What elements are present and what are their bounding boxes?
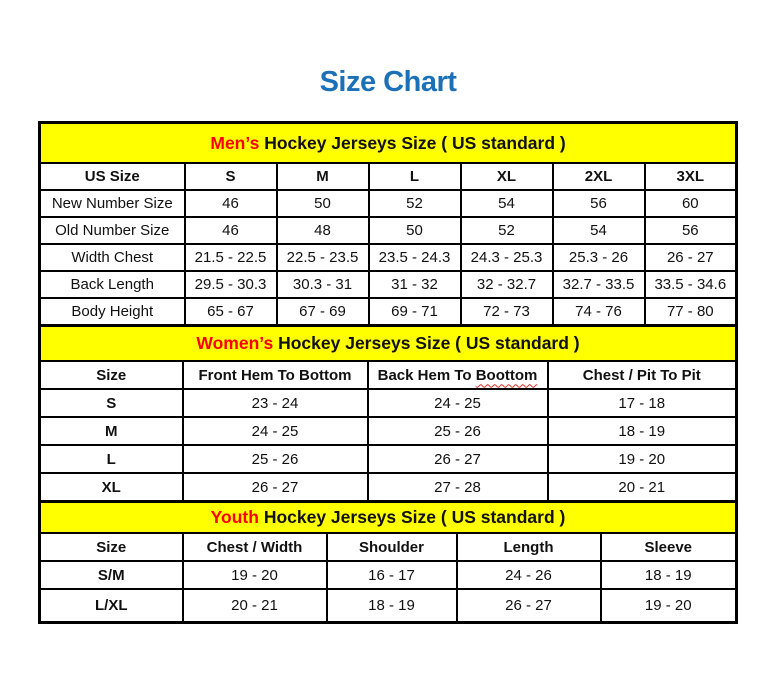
value-cell: 26 - 27: [457, 589, 601, 623]
value-cell: 20 - 21: [183, 589, 327, 623]
table-row: [40, 417, 737, 445]
value-cell: 25 - 26: [183, 445, 368, 473]
table-row: [40, 217, 737, 244]
row-label-cell: XL: [40, 473, 183, 502]
value-cell: 25 - 26: [368, 417, 548, 445]
row-label-cell: New Number Size: [40, 190, 185, 217]
youth-section-band: [40, 502, 737, 534]
value-cell: 23 - 24: [183, 389, 368, 417]
column-header-cell: Chest / Pit To Pit: [548, 361, 737, 389]
value-cell: 32.7 - 33.5: [553, 271, 645, 298]
value-cell: 21.5 - 22.5: [185, 244, 277, 271]
column-header-cell: Sleeve: [601, 533, 737, 561]
value-cell: 46: [185, 190, 277, 217]
mens-band-row: [40, 123, 737, 164]
womens-header-row: [40, 361, 737, 389]
row-label-cell: Back Length: [40, 271, 185, 298]
value-cell: 19 - 20: [548, 445, 737, 473]
value-cell: 23.5 - 24.3: [369, 244, 461, 271]
mens-band-text: Hockey Jerseys Size ( US standard ): [259, 132, 566, 153]
value-cell: 18 - 19: [548, 417, 737, 445]
row-label-cell: Old Number Size: [40, 217, 185, 244]
womens-band-highlight: Women’s: [196, 333, 274, 353]
row-label-cell: S: [40, 389, 183, 417]
youth-band-highlight: Youth: [210, 507, 259, 527]
column-header-cell: 3XL: [645, 163, 737, 190]
value-cell: 72 - 73: [461, 298, 553, 326]
value-cell: 17 - 18: [548, 389, 737, 417]
value-cell: 27 - 28: [368, 473, 548, 502]
value-cell: 18 - 19: [601, 561, 737, 589]
row-label-cell: Width Chest: [40, 244, 185, 271]
womens-size-table: [38, 324, 738, 503]
value-cell: 18 - 19: [327, 589, 457, 623]
value-cell: 77 - 80: [645, 298, 737, 326]
value-cell: 60: [645, 190, 737, 217]
page-title: Size Chart: [319, 66, 457, 98]
row-label-cell: Body Height: [40, 298, 185, 326]
table-row: [40, 473, 737, 502]
value-cell: 24.3 - 25.3: [461, 244, 553, 271]
column-header-cell: Size: [40, 533, 183, 561]
misspelled-word: Boottom: [475, 366, 538, 384]
column-header-cell: Chest / Width: [183, 533, 327, 561]
table-row: [40, 271, 737, 298]
value-cell: 19 - 20: [601, 589, 737, 623]
back-hem-label: Back Hem To: [377, 366, 476, 384]
value-cell: 54: [461, 190, 553, 217]
value-cell: 26 - 27: [183, 473, 368, 502]
value-cell: 52: [369, 190, 461, 217]
value-cell: 24 - 25: [368, 389, 548, 417]
youth-size-table: [38, 500, 738, 624]
value-cell: 65 - 67: [185, 298, 277, 326]
column-header-cell: Shoulder: [327, 533, 457, 561]
value-cell: 25.3 - 26: [553, 244, 645, 271]
mens-band-highlight: Men’s: [210, 132, 260, 153]
womens-section-band: [40, 326, 737, 362]
mens-size-table: [38, 121, 738, 327]
value-cell: 54: [553, 217, 645, 244]
value-cell: 33.5 - 34.6: [645, 271, 737, 298]
row-label-cell: L: [40, 445, 183, 473]
column-header-cell: S: [185, 163, 277, 190]
youth-band-text: Hockey Jerseys Size ( US standard ): [258, 507, 566, 527]
value-cell: 24 - 25: [183, 417, 368, 445]
value-cell: 46: [185, 217, 277, 244]
value-cell: 50: [369, 217, 461, 244]
value-cell: 19 - 20: [183, 561, 327, 589]
value-cell: 31 - 32: [369, 271, 461, 298]
value-cell: 56: [553, 190, 645, 217]
table-row: [40, 298, 737, 326]
value-cell: 52: [461, 217, 553, 244]
column-header-cell: US Size: [40, 163, 185, 190]
column-header-cell: Length: [457, 533, 601, 561]
size-chart: [38, 121, 735, 624]
table-row: [40, 190, 737, 217]
value-cell: 29.5 - 30.3: [185, 271, 277, 298]
value-cell: 56: [645, 217, 737, 244]
mens-section-band: [40, 123, 737, 164]
table-row: [40, 589, 737, 623]
value-cell: 22.5 - 23.5: [277, 244, 369, 271]
value-cell: 24 - 26: [457, 561, 601, 589]
row-label-cell: S/M: [40, 561, 183, 589]
value-cell: 16 - 17: [327, 561, 457, 589]
value-cell: 74 - 76: [553, 298, 645, 326]
womens-band-text: Hockey Jerseys Size ( US standard ): [273, 333, 580, 353]
column-header-cell: XL: [461, 163, 553, 190]
column-header-cell: Front Hem To Bottom: [183, 361, 368, 389]
column-header-cell: [368, 361, 548, 389]
row-label-cell: M: [40, 417, 183, 445]
value-cell: 20 - 21: [548, 473, 737, 502]
value-cell: 69 - 71: [369, 298, 461, 326]
row-label-cell: L/XL: [40, 589, 183, 623]
table-row: [40, 389, 737, 417]
youth-band-row: [40, 502, 737, 534]
value-cell: 50: [277, 190, 369, 217]
table-row: [40, 561, 737, 589]
table-row: [40, 445, 737, 473]
value-cell: 32 - 32.7: [461, 271, 553, 298]
womens-band-row: [40, 326, 737, 362]
table-row: [40, 244, 737, 271]
value-cell: 48: [277, 217, 369, 244]
column-header-cell: L: [369, 163, 461, 190]
mens-header-row: [40, 163, 737, 190]
column-header-cell: M: [277, 163, 369, 190]
value-cell: 26 - 27: [645, 244, 737, 271]
value-cell: 30.3 - 31: [277, 271, 369, 298]
column-header-cell: 2XL: [553, 163, 645, 190]
column-header-cell: Size: [40, 361, 183, 389]
value-cell: 67 - 69: [277, 298, 369, 326]
youth-header-row: [40, 533, 737, 561]
value-cell: 26 - 27: [368, 445, 548, 473]
